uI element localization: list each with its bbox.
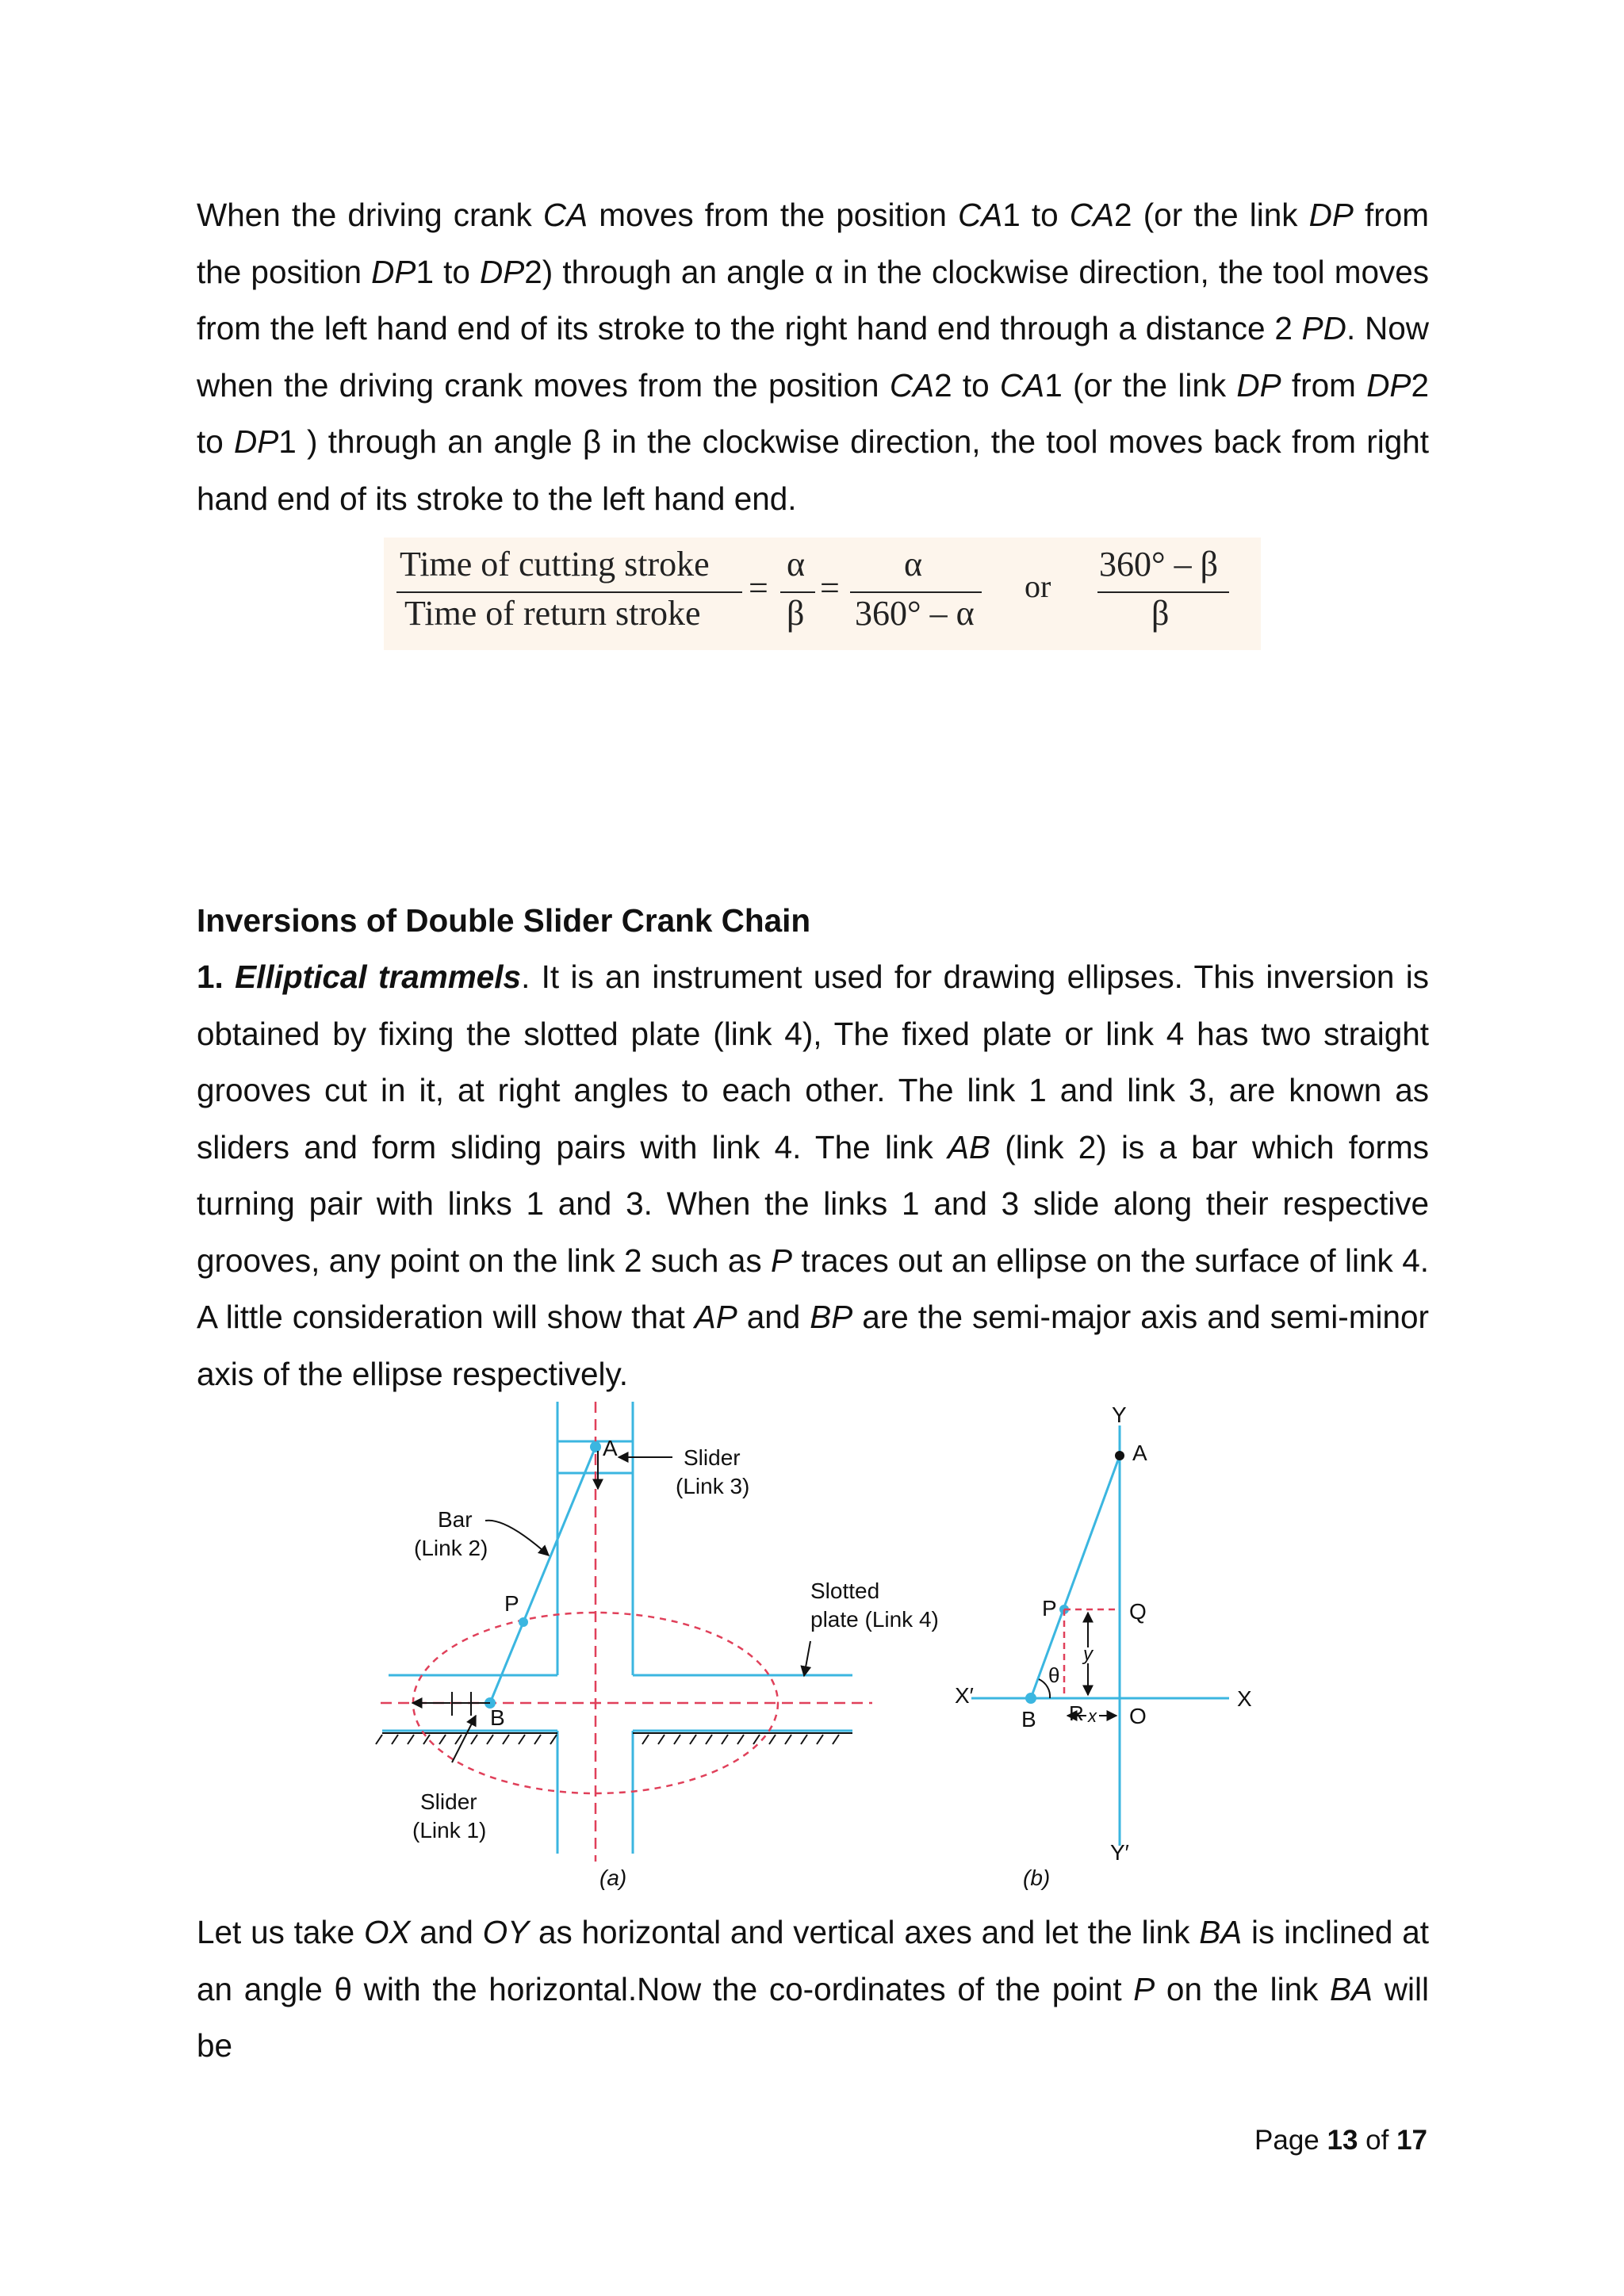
formula-num-left: Time of cutting stroke (400, 545, 710, 584)
label-P: P (504, 1591, 519, 1616)
formula-beta3: β (1151, 594, 1170, 633)
label-P-b: P (1042, 1596, 1057, 1621)
label-Yprime: Y′ (1110, 1840, 1129, 1865)
paragraph-quick-return: When the driving crank CA moves from the position CA1 to CA2 (or the link DP from the position DP1 to DP2) through an angle α in the clockwise direction, the tool moves from the left hand end of its stroke to the right hand end through a distance 2 PD. Now when the driving crank moves from the position CA2 to CA1 (or the link DP from DP2 to DP1 ) through an angle β in the clockwise direction, the tool moves back from right hand end of its stroke to the left hand end. (197, 197, 1429, 517)
label-O: O (1129, 1704, 1147, 1728)
label-slider1-2: (Link 1) (412, 1818, 487, 1843)
formula-eq1: = (749, 568, 768, 607)
label-X: X (1237, 1686, 1252, 1711)
caption-a: (a) (599, 1866, 627, 1890)
ground-hatch-right (633, 1733, 852, 1744)
point-A-b (1115, 1451, 1124, 1460)
figure-b (955, 1402, 1252, 1890)
paragraph-coordinates: Let us take OX and OY as horizontal and vertical axes and let the link BA is inclined at an angle θ with the horizontal.Now the co-ordinates of the point P on the link BA will be (197, 1914, 1429, 2064)
label-slider1-1: Slider (420, 1789, 477, 1814)
label-bar-1: Bar (438, 1507, 473, 1532)
point-A (590, 1441, 601, 1452)
label-B: B (490, 1705, 505, 1730)
leader-slotted (804, 1641, 810, 1676)
label-B-b: B (1021, 1707, 1036, 1732)
page-footer: Page 13 of 17 (1254, 2125, 1427, 2156)
leader-bar (485, 1521, 549, 1556)
slider-link1-bracket (452, 1692, 490, 1716)
time-ratio-formula (384, 538, 1261, 650)
leader-slider1 (452, 1716, 476, 1762)
formula-alpha1: α (787, 545, 806, 584)
label-x: x (1088, 1706, 1097, 1726)
formula-num3: 360° – β (1099, 545, 1218, 584)
label-slider3-1: Slider (684, 1445, 741, 1470)
label-Xprime: X′ (955, 1683, 974, 1708)
formula-beta1: β (787, 594, 805, 633)
elliptical-trammel-figure (333, 1402, 1252, 1901)
label-slotted-2: plate (Link 4) (810, 1607, 939, 1632)
bar-link2 (490, 1447, 596, 1703)
point-P (519, 1617, 528, 1627)
section-heading: Inversions of Double Slider Crank Chain (197, 902, 811, 939)
label-R: R (1069, 1701, 1084, 1725)
label-bar-2: (Link 2) (414, 1536, 488, 1560)
formula-or: or (1025, 568, 1051, 604)
label-Q: Q (1129, 1599, 1147, 1624)
label-A: A (603, 1436, 618, 1460)
formula-den-left: Time of return stroke (404, 594, 701, 633)
label-theta: θ (1048, 1663, 1060, 1687)
label-slotted-1: Slotted (810, 1578, 880, 1603)
link-BA (1031, 1456, 1120, 1698)
formula-den2: 360° – α (855, 594, 975, 633)
figure-a (376, 1402, 939, 1890)
paragraph-elliptical-trammels: 1. Elliptical trammels. It is an instrument used for drawing ellipses. This inversion is obtained by fixing the slotted plate (link 4), The fixed plate or link 4 has two straight grooves cut in it, at right angles to each other. The link 1 and link 3, are known as sliders and form sliding pairs with link 4. The link AB (link 2) is a bar which forms turning pair with links 1 and 3. When the links 1 and 3 slide along their respective grooves, any point on the link 2 such as P traces out an ellipse on the surface of link 4. A little consideration will show that AP and BP are the semi-major axis and semi-minor axis of the ellipse respectively. (197, 959, 1429, 1392)
label-Y: Y (1112, 1402, 1127, 1427)
label-slider3-2: (Link 3) (676, 1474, 750, 1498)
point-B-b (1025, 1693, 1036, 1704)
formula-eq2: = (820, 568, 840, 607)
label-A-b: A (1132, 1441, 1147, 1465)
formula-alpha2: α (904, 545, 923, 584)
caption-b: (b) (1023, 1866, 1051, 1890)
label-y: y (1083, 1644, 1093, 1665)
